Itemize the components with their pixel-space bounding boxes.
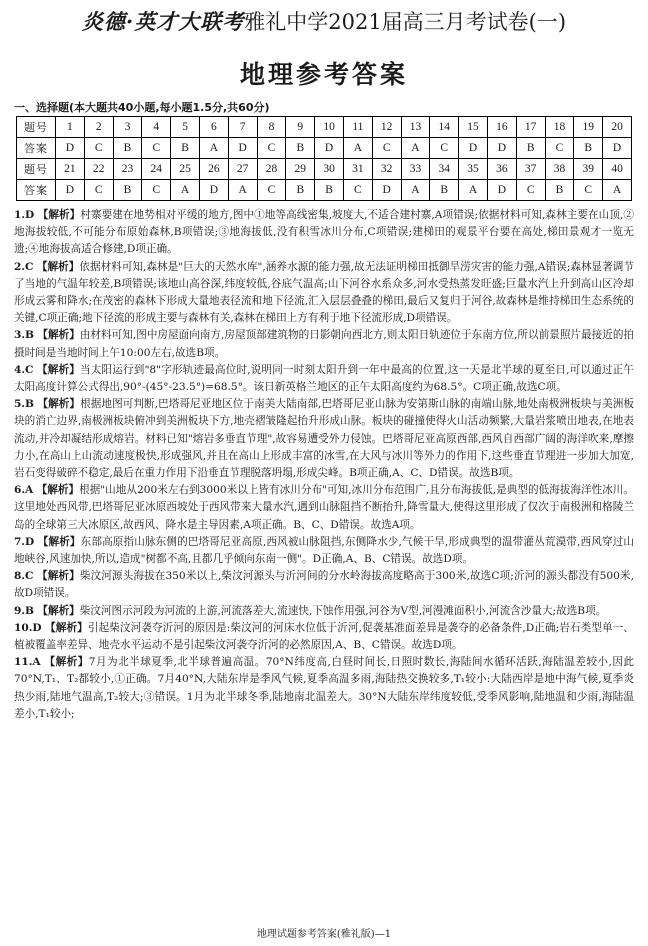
- question-number-cell: 23: [113, 159, 142, 180]
- question-number-cell: 5: [171, 117, 200, 138]
- question-answer-key: 5.B: [14, 398, 35, 411]
- question-number-cell: 22: [84, 159, 113, 180]
- answer-cell: C: [372, 138, 401, 159]
- question-number-cell: 16: [487, 117, 516, 138]
- answer-row: [17, 138, 632, 159]
- question-answer-key: 4.C: [14, 363, 34, 376]
- answer-cell: B: [171, 138, 200, 159]
- exam-name: 雅礼中学2021届高三月考试卷(一): [244, 10, 567, 34]
- question-number-cell: 9: [286, 117, 315, 138]
- answer-cell: C: [430, 138, 459, 159]
- answer-cell: D: [228, 138, 257, 159]
- explanation-text: 东部高原指山脉东侧的巴塔哥尼亚高原,西风被山脉阻挡,东侧降水少,气候干旱,形成典型的温带灌丛荒漠带,西风穿过山地峡谷,风速加快,所以,造成"树都不高,且都几乎倾向东南一侧"。D正确,A、B、C错误。故选D项。: [14, 535, 634, 566]
- question-number-cell: 21: [56, 159, 85, 180]
- answer-cell: D: [56, 138, 85, 159]
- analysis-label: 【解析】: [37, 329, 80, 342]
- question-number-cell: 37: [516, 159, 545, 180]
- question-number-cell: 11: [343, 117, 372, 138]
- answer-cell: C: [574, 180, 603, 201]
- explanation-item: [14, 620, 634, 654]
- analysis-label: 【解析】: [36, 260, 80, 273]
- answer-cell: D: [487, 180, 516, 201]
- question-answer-key: 8.C: [14, 570, 34, 583]
- question-number-row: [17, 159, 632, 180]
- question-number-cell: 26: [199, 159, 228, 180]
- question-number-cell: 18: [545, 117, 574, 138]
- explanation-text: 柴汶河源头海拔在350米以上,柴汶河源头与沂河间的分水岭海拔高度略高于300米,故选C项;沂河的源头都没有500米,故D项错误。: [14, 570, 634, 600]
- answer-cell: C: [545, 138, 574, 159]
- row-header-answer: 答案: [17, 180, 56, 201]
- question-answer-key: 3.B: [14, 329, 35, 342]
- answer-cell: A: [401, 180, 430, 201]
- question-number-cell: 28: [257, 159, 286, 180]
- answer-cell: D: [459, 138, 488, 159]
- row-header-number: 题号: [17, 117, 56, 138]
- answer-cell: D: [487, 138, 516, 159]
- question-number-cell: 14: [430, 117, 459, 138]
- answer-cell: C: [84, 180, 113, 201]
- question-answer-key: 9.B: [14, 604, 35, 617]
- question-number-cell: 25: [171, 159, 200, 180]
- question-number-cell: 36: [487, 159, 516, 180]
- question-number-cell: 2: [84, 117, 113, 138]
- question-number-cell: 1: [56, 117, 85, 138]
- answer-table: [16, 116, 632, 201]
- explanation-text: 当太阳运行到"8"字形轨迹最高位时,说明同一时刻太阳升到一年中最高的位置,这一天是北半球的夏至日,可以通过正午太阳高度计算公式得出,90°-(45°-23.5°)=68.5°。该日新英格兰地区的正午太阳高度约为68.5°。C项正确,故选C项。: [14, 363, 634, 394]
- answer-row: [17, 180, 632, 201]
- explanation-item: [14, 603, 634, 620]
- explanation-item: [14, 568, 634, 602]
- explanation-text: 柴汶河图示河段为河流的上游,河流落差大,流速快,下蚀作用强,河谷为V型,河漫滩面积小,河流含沙量大;故选B项。: [79, 604, 607, 617]
- question-number-cell: 8: [257, 117, 286, 138]
- answer-cell: C: [142, 138, 171, 159]
- question-answer-key: 11.A: [14, 656, 41, 669]
- answer-cell: B: [286, 138, 315, 159]
- explanation-text: 7月为北半球夏季,北半球普遍高温。70°N纬度高,白昼时间长,日照时数长,海陆间水循环活跃,海陆温差较小,因此70°N,T₁、T₂都较小,①正确。7月40°N,大陆东岸是季风气候,夏季高温多雨,海陆热交换较多,T₁较小:大陆西岸是地中海气候,夏季炎热少雨,陆地气温高,T₂较大;③错误。1月为北半球冬季,陆地南北温差大。30°N大陆东岸纬度较低,受季风影响,陆地温和少雨,海陆温差小,T₁较小;: [14, 656, 634, 720]
- question-number-cell: 27: [228, 159, 257, 180]
- question-number-cell: 6: [199, 117, 228, 138]
- page-footer: 地理试题参考答案(雅礼版)—1: [256, 929, 392, 940]
- explanation-text: 村寨要建在地势相对平缓的地方,图中①地等高线密集,坡度大,不适合建村寨,A项错误;依据材料可知,森林主要在山顶,②地海拔较低,不可能分布原始森林,B项错误;③地海拔低,没有积雪冰川分布,C项错误;建梯田的观景平台要在高处,梯田景观才一览无遗;④地海拔高适合修建,D项正确。: [14, 209, 634, 256]
- analysis-label: 【解析】: [44, 656, 89, 669]
- answer-cell: C: [142, 180, 171, 201]
- question-number-cell: 24: [142, 159, 171, 180]
- explanation-text: 根据地图可判断,巴塔哥尼亚地区位于南美大陆南部,巴塔哥尼亚山脉为安第斯山脉的南端山脉,地处南极洲板块与美洲板块的消亡边界,南极洲板块俯冲到美洲板块下方,地壳褶皱隆起抬升形成山脉。板块的碰撞使得火山活动频繁,大量岩浆喷出地表,在地表流动,并冷却凝结形成熔岩。材料已知"熔岩多垂直节理",故容易遭受外力侵蚀。巴塔哥尼亚高原西部,西风自西部广阔的海洋吹来,摩擦力小,在高山上山流动速度极快,形成强风,并且在高山上形成丰富的冰雪,在大风与冰川等外力的作用下,这些垂直节理进一步加大加宽,岩石变得破碎不稳定,最后在重力作用下沿垂直节理脱落坍塌,形成尖峰。B项正确,A、C、D错误。故选B项。: [14, 398, 634, 480]
- answer-cell: B: [286, 180, 315, 201]
- analysis-label: 【解析】: [37, 535, 81, 548]
- answer-cell: B: [113, 138, 142, 159]
- answer-cell: C: [516, 180, 545, 201]
- analysis-label: 【解析】: [37, 398, 81, 411]
- brand-name: 炎德·英才大联考: [81, 9, 245, 34]
- question-number-cell: 7: [228, 117, 257, 138]
- answer-cell: A: [401, 138, 430, 159]
- row-header-answer: 答案: [17, 138, 56, 159]
- question-answer-key: 10.D: [14, 621, 42, 634]
- answer-cell: B: [574, 138, 603, 159]
- question-number-cell: 13: [401, 117, 430, 138]
- section-heading: 一、选择题(本大题共40小题,每小题1.5分,共60分): [14, 101, 270, 114]
- answer-cell: D: [56, 180, 85, 201]
- question-number-cell: 12: [372, 117, 401, 138]
- explanation-text: 根据"山地从200米左右到3000米以上皆有冰川分布"可知,冰川分布范围广,且分布海拔低,是典型的低海拔海洋性冰川。这里地处西风带,巴塔哥尼亚冰原西坡处于西风带来大量水汽,遇到山脉阻挡不断抬升,降雪量大,使得这里形成了仅次于南极洲和格陵兰岛的全球第三大冰原区,故西风、降水是主导因素,A项正确。B、C、D错误。故选A项。: [14, 484, 634, 531]
- answer-cell: D: [372, 180, 401, 201]
- answer-cell: A: [228, 180, 257, 201]
- answer-cell: D: [315, 138, 344, 159]
- question-number-cell: 29: [286, 159, 315, 180]
- explanation-text: 由材料可知,图中房屋面向南方,房屋顶部建筑物的日影朝向西北方,则太阳日轨迹位于东南方位,所以前景照片最接近的拍摄时间是当地时间上午10:00左右,故选B项。: [14, 329, 634, 359]
- question-number-cell: 30: [315, 159, 344, 180]
- answer-cell: A: [171, 180, 200, 201]
- question-number-cell: 32: [372, 159, 401, 180]
- analysis-label: 【解析】: [37, 604, 80, 617]
- question-answer-key: 7.D: [14, 535, 35, 548]
- analysis-label: 【解析】: [45, 621, 88, 634]
- answer-cell: C: [84, 138, 113, 159]
- question-number-cell: 35: [459, 159, 488, 180]
- answer-cell: B: [516, 138, 545, 159]
- question-answer-key: 6.A: [14, 484, 34, 497]
- analysis-label: 【解析】: [37, 363, 81, 376]
- explanation-item: [14, 396, 634, 482]
- explanation-item: [14, 654, 634, 723]
- explanations-list: [14, 207, 634, 867]
- explanation-item: [14, 327, 634, 361]
- explanation-text: 引起柴汶河袭夺沂河的原因是:柴汶河的河床水位低于沂河,促袭基准面差异是袭夺的必备条件,D正确;岩石类型单一、植被覆盖率差异、地壳水平运动不是引起柴汶河袭夺沂河的必然原因,A、B、C错误。故选D项。: [14, 621, 634, 652]
- question-number-cell: 31: [343, 159, 372, 180]
- explanation-item: [14, 534, 634, 568]
- answer-cell: B: [545, 180, 574, 201]
- row-header-number: 题号: [17, 159, 56, 180]
- question-number-cell: 4: [142, 117, 171, 138]
- answer-cell: A: [343, 138, 372, 159]
- answer-cell: C: [257, 138, 286, 159]
- question-number-cell: 17: [516, 117, 545, 138]
- question-number-cell: 3: [113, 117, 142, 138]
- explanation-item: [14, 482, 634, 534]
- question-number-cell: 33: [401, 159, 430, 180]
- page-title: 地理参考答案: [239, 60, 408, 89]
- answer-cell: C: [343, 180, 372, 201]
- answer-cell: B: [113, 180, 142, 201]
- answer-cell: D: [603, 138, 632, 159]
- explanation-item: [14, 259, 634, 328]
- exam-header: [14, 0, 634, 50]
- question-number-cell: 10: [315, 117, 344, 138]
- answer-cell: A: [603, 180, 632, 201]
- question-number-cell: 40: [603, 159, 632, 180]
- analysis-label: 【解析】: [37, 209, 81, 221]
- question-number-cell: 34: [430, 159, 459, 180]
- question-number-cell: 19: [574, 117, 603, 138]
- question-number-cell: 38: [545, 159, 574, 180]
- question-answer-key: 1.D: [14, 209, 35, 221]
- answer-cell: A: [199, 138, 228, 159]
- answer-cell: B: [430, 180, 459, 201]
- explanation-item: [14, 207, 634, 259]
- question-number-row: [17, 117, 632, 138]
- explanation-text: 依据材料可知,森林是"巨大的天然水库",涵养水源的能力强,故无法证明梯田抵御旱涝灾害的能力强,A错误;森林显著调节了当地的气温年较差,B项错误;该地山高谷深,纬度较低,谷底气温高;山下河谷水系众多,河水受热蒸发旺盛;巨量水汽上升到高山区冷却形成云雾和降水;在茂密的森林下形成大量地表径流和地下径流,汇入层层叠叠的梯田,最后又复归于河谷,故森林是维持梯田生态系统的关键,C项正确;地下径流的形成主要与森林有关,森林在梯田上方有利于地下径流形成,D项错误。: [14, 260, 634, 325]
- question-number-cell: 20: [603, 117, 632, 138]
- answer-cell: D: [199, 180, 228, 201]
- answer-cell: C: [257, 180, 286, 201]
- question-number-cell: 15: [459, 117, 488, 138]
- answer-cell: A: [459, 180, 488, 201]
- answer-cell: B: [315, 180, 344, 201]
- question-number-cell: 39: [574, 159, 603, 180]
- analysis-label: 【解析】: [36, 570, 80, 583]
- analysis-label: 【解析】: [36, 484, 80, 497]
- explanation-item: [14, 362, 634, 396]
- question-answer-key: 2.C: [14, 260, 34, 273]
